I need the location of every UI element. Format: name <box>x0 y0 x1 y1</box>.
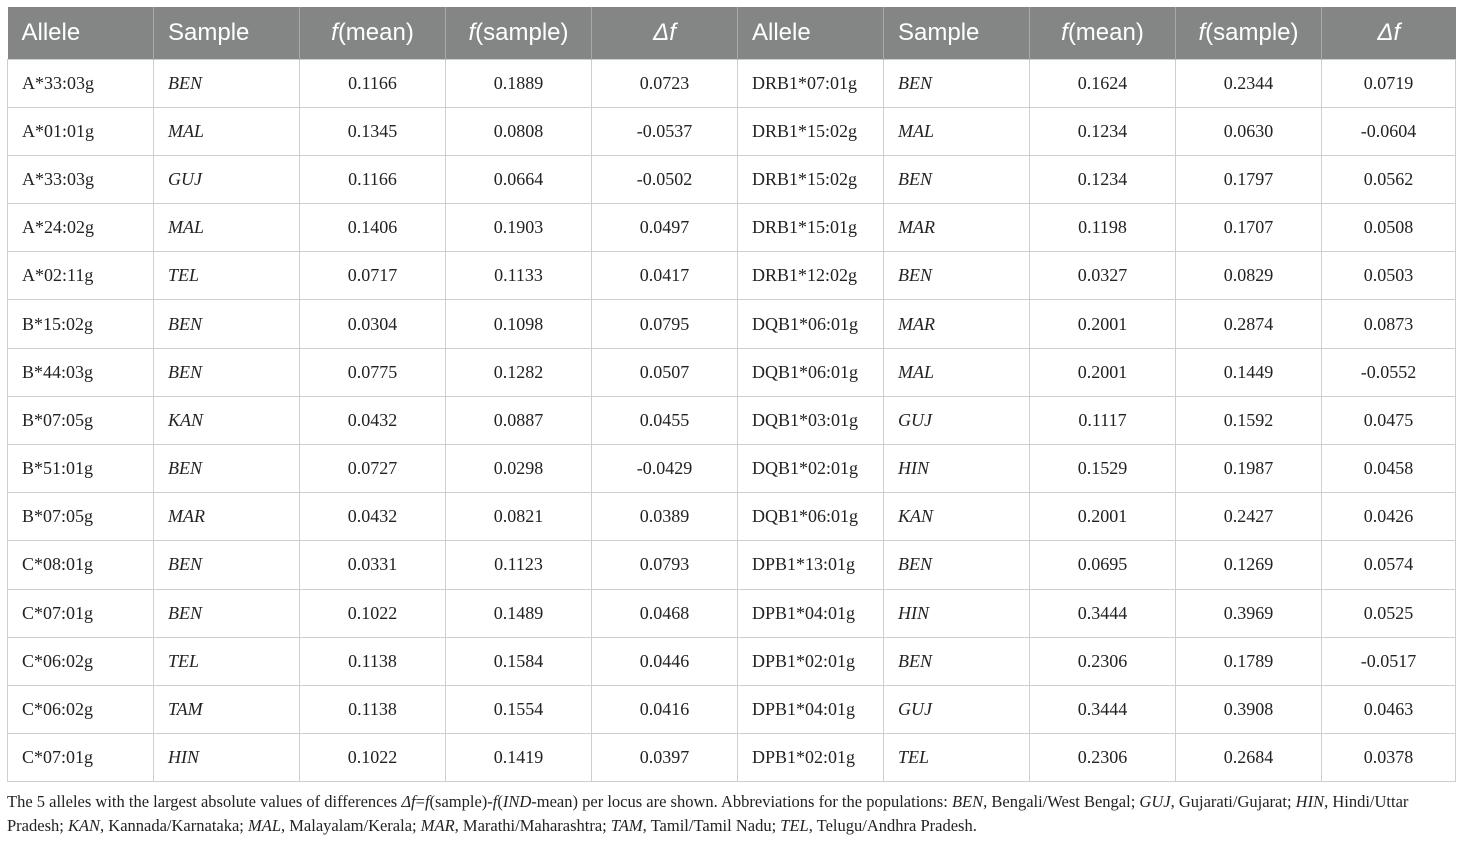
cell-sample-2: BEN <box>884 637 1030 685</box>
cell-f-mean-2: 0.1234 <box>1030 107 1176 155</box>
cell-allele: A*33:03g <box>8 59 154 107</box>
table-row <box>8 300 1456 348</box>
cell-delta-f: -0.0537 <box>592 107 738 155</box>
cell-allele-2: DPB1*13:01g <box>738 541 884 589</box>
cell-delta-f-2: 0.0574 <box>1322 541 1456 589</box>
cell-allele-2: DQB1*03:01g <box>738 396 884 444</box>
footnote-segment: BEN <box>951 792 984 811</box>
cell-sample: BEN <box>154 300 300 348</box>
cell-allele: B*51:01g <box>8 445 154 493</box>
cell-delta-f: 0.0497 <box>592 204 738 252</box>
footnote-segment: TEL <box>780 816 809 835</box>
table-row <box>8 396 1456 444</box>
cell-allele: C*06:02g <box>8 637 154 685</box>
cell-delta-f-2: 0.0562 <box>1322 155 1456 203</box>
cell-sample: BEN <box>154 445 300 493</box>
cell-sample: MAR <box>154 493 300 541</box>
header-f-sample: f(sample) <box>446 7 592 59</box>
footnote-segment: f <box>492 792 498 811</box>
cell-f-sample: 0.0821 <box>446 493 592 541</box>
cell-sample-2: MAR <box>884 300 1030 348</box>
cell-sample: BEN <box>154 589 300 637</box>
cell-allele-2: DPB1*02:01g <box>738 637 884 685</box>
cell-f-sample-2: 0.1789 <box>1176 637 1322 685</box>
cell-allele-2: DQB1*06:01g <box>738 348 884 396</box>
cell-f-sample: 0.1554 <box>446 685 592 733</box>
cell-delta-f: 0.0793 <box>592 541 738 589</box>
cell-f-mean: 0.1166 <box>300 59 446 107</box>
cell-f-sample-2: 0.1987 <box>1176 445 1322 493</box>
table-row <box>8 155 1456 203</box>
cell-f-mean: 0.0727 <box>300 445 446 493</box>
table-row <box>8 107 1456 155</box>
cell-f-sample: 0.0298 <box>446 445 592 493</box>
header-f-sample-2: f(sample) <box>1176 7 1322 59</box>
cell-delta-f: 0.0507 <box>592 348 738 396</box>
footnote-segment: The 5 alleles with the largest absolute values of differences <box>7 792 402 811</box>
cell-sample: MAL <box>154 107 300 155</box>
table-body <box>8 59 1456 782</box>
cell-f-mean: 0.0432 <box>300 396 446 444</box>
cell-f-sample-2: 0.0630 <box>1176 107 1322 155</box>
cell-f-mean-2: 0.1117 <box>1030 396 1176 444</box>
cell-allele-2: DRB1*15:01g <box>738 204 884 252</box>
cell-sample-2: KAN <box>884 493 1030 541</box>
cell-f-sample: 0.0808 <box>446 107 592 155</box>
cell-delta-f-2: 0.0525 <box>1322 589 1456 637</box>
cell-sample-2: BEN <box>884 252 1030 300</box>
cell-f-sample-2: 0.1797 <box>1176 155 1322 203</box>
header-f-mean-2: f(mean) <box>1030 7 1176 59</box>
cell-sample-2: BEN <box>884 155 1030 203</box>
cell-delta-f: -0.0429 <box>592 445 738 493</box>
table-row <box>8 493 1456 541</box>
table-header <box>8 7 1456 59</box>
footnote-segment: -mean) per locus are shown. Abbreviations for the populations: <box>531 792 952 811</box>
cell-f-mean: 0.1138 <box>300 637 446 685</box>
cell-f-mean: 0.0331 <box>300 541 446 589</box>
cell-f-sample: 0.1489 <box>446 589 592 637</box>
footnote-segment: , Marathi/Maharashtra; <box>454 816 611 835</box>
header-delta-f: Δf <box>592 7 738 59</box>
cell-allele-2: DQB1*02:01g <box>738 445 884 493</box>
cell-delta-f-2: 0.0719 <box>1322 59 1456 107</box>
cell-delta-f-2: -0.0604 <box>1322 107 1456 155</box>
cell-f-mean: 0.1022 <box>300 734 446 782</box>
cell-sample-2: BEN <box>884 59 1030 107</box>
cell-delta-f: 0.0416 <box>592 685 738 733</box>
cell-allele-2: DRB1*15:02g <box>738 155 884 203</box>
cell-f-mean-2: 0.1529 <box>1030 445 1176 493</box>
table-row <box>8 685 1456 733</box>
cell-f-sample: 0.1889 <box>446 59 592 107</box>
cell-delta-f: 0.0455 <box>592 396 738 444</box>
cell-f-mean-2: 0.2001 <box>1030 300 1176 348</box>
cell-sample-2: HIN <box>884 445 1030 493</box>
cell-sample: HIN <box>154 734 300 782</box>
cell-f-sample-2: 0.1707 <box>1176 204 1322 252</box>
cell-f-sample-2: 0.1449 <box>1176 348 1322 396</box>
table-row <box>8 734 1456 782</box>
allele-table-container <box>7 7 1453 782</box>
cell-f-mean: 0.1138 <box>300 685 446 733</box>
cell-sample-2: GUJ <box>884 396 1030 444</box>
cell-allele-2: DPB1*02:01g <box>738 734 884 782</box>
cell-delta-f: 0.0468 <box>592 589 738 637</box>
cell-f-mean-2: 0.0695 <box>1030 541 1176 589</box>
cell-sample-2: HIN <box>884 589 1030 637</box>
cell-sample: BEN <box>154 348 300 396</box>
cell-sample-2: MAR <box>884 204 1030 252</box>
cell-delta-f: 0.0389 <box>592 493 738 541</box>
cell-allele-2: DPB1*04:01g <box>738 685 884 733</box>
cell-sample-2: TEL <box>884 734 1030 782</box>
cell-delta-f-2: 0.0426 <box>1322 493 1456 541</box>
header-sample: Sample <box>154 7 300 59</box>
cell-f-sample: 0.1098 <box>446 300 592 348</box>
cell-allele: C*08:01g <box>8 541 154 589</box>
footnote-segment: , Hindi/Uttar Pradesh; <box>7 792 1409 835</box>
allele-frequency-table <box>7 7 1456 782</box>
cell-sample: TEL <box>154 252 300 300</box>
cell-sample: KAN <box>154 396 300 444</box>
cell-f-mean-2: 0.2306 <box>1030 734 1176 782</box>
cell-sample: BEN <box>154 59 300 107</box>
footnote-segment: Δf <box>401 792 416 811</box>
cell-f-mean: 0.1406 <box>300 204 446 252</box>
cell-f-sample-2: 0.1592 <box>1176 396 1322 444</box>
cell-delta-f-2: -0.0552 <box>1322 348 1456 396</box>
cell-f-sample-2: 0.1269 <box>1176 541 1322 589</box>
cell-sample: MAL <box>154 204 300 252</box>
cell-f-mean-2: 0.1198 <box>1030 204 1176 252</box>
cell-f-sample: 0.1123 <box>446 541 592 589</box>
cell-delta-f-2: 0.0873 <box>1322 300 1456 348</box>
table-row <box>8 541 1456 589</box>
cell-delta-f-2: 0.0458 <box>1322 445 1456 493</box>
cell-delta-f-2: 0.0503 <box>1322 252 1456 300</box>
cell-f-sample: 0.1419 <box>446 734 592 782</box>
cell-f-mean-2: 0.3444 <box>1030 685 1176 733</box>
footnote-segment: GUJ <box>1139 792 1171 811</box>
cell-f-mean: 0.0717 <box>300 252 446 300</box>
cell-allele: B*15:02g <box>8 300 154 348</box>
footnote-segment: , Telugu/Andhra Pradesh. <box>808 816 977 835</box>
footnote-segment: , Tamil/Tamil Nadu; <box>642 816 781 835</box>
table-row <box>8 204 1456 252</box>
cell-f-mean: 0.0432 <box>300 493 446 541</box>
cell-delta-f: 0.0417 <box>592 252 738 300</box>
cell-f-sample: 0.0887 <box>446 396 592 444</box>
footnote-segment: , Bengali/West Bengal; <box>983 792 1140 811</box>
cell-sample-2: BEN <box>884 541 1030 589</box>
footnote-segment: , Gujarati/Gujarat; <box>1170 792 1296 811</box>
cell-delta-f: 0.0397 <box>592 734 738 782</box>
header-sample-2: Sample <box>884 7 1030 59</box>
header-row <box>8 7 1456 59</box>
footnote-segment: HIN <box>1295 792 1325 811</box>
cell-f-sample: 0.0664 <box>446 155 592 203</box>
cell-f-sample-2: 0.2874 <box>1176 300 1322 348</box>
table-footnote <box>7 790 1457 838</box>
cell-allele: B*44:03g <box>8 348 154 396</box>
cell-f-mean: 0.0775 <box>300 348 446 396</box>
cell-allele-2: DRB1*15:02g <box>738 107 884 155</box>
cell-f-mean-2: 0.3444 <box>1030 589 1176 637</box>
cell-f-sample-2: 0.3908 <box>1176 685 1322 733</box>
cell-f-sample-2: 0.0829 <box>1176 252 1322 300</box>
cell-delta-f-2: -0.0517 <box>1322 637 1456 685</box>
footnote-segment: (sample)- <box>429 792 493 811</box>
cell-f-sample: 0.1282 <box>446 348 592 396</box>
table-row <box>8 59 1456 107</box>
table-row <box>8 348 1456 396</box>
cell-f-sample-2: 0.2684 <box>1176 734 1322 782</box>
table-row <box>8 445 1456 493</box>
cell-delta-f-2: 0.0463 <box>1322 685 1456 733</box>
table-row <box>8 589 1456 637</box>
cell-f-mean: 0.1166 <box>300 155 446 203</box>
footnote-segment: , Malayalam/Kerala; <box>281 816 421 835</box>
table-row <box>8 637 1456 685</box>
cell-allele: C*06:02g <box>8 685 154 733</box>
table-row <box>8 252 1456 300</box>
cell-f-sample-2: 0.2427 <box>1176 493 1322 541</box>
cell-allele: A*02:11g <box>8 252 154 300</box>
cell-delta-f-2: 0.0508 <box>1322 204 1456 252</box>
cell-allele-2: DRB1*12:02g <box>738 252 884 300</box>
cell-f-mean: 0.1022 <box>300 589 446 637</box>
cell-f-mean-2: 0.1234 <box>1030 155 1176 203</box>
cell-sample-2: GUJ <box>884 685 1030 733</box>
header-allele-2: Allele <box>738 7 884 59</box>
cell-allele-2: DRB1*07:01g <box>738 59 884 107</box>
cell-f-sample-2: 0.3969 <box>1176 589 1322 637</box>
cell-allele-2: DQB1*06:01g <box>738 493 884 541</box>
cell-sample-2: MAL <box>884 107 1030 155</box>
footnote-segment: KAN <box>67 816 101 835</box>
cell-delta-f: 0.0723 <box>592 59 738 107</box>
cell-f-sample: 0.1584 <box>446 637 592 685</box>
cell-allele: A*33:03g <box>8 155 154 203</box>
cell-f-sample-2: 0.2344 <box>1176 59 1322 107</box>
cell-f-mean-2: 0.2306 <box>1030 637 1176 685</box>
footnote-segment: MAL <box>248 816 282 835</box>
cell-f-sample: 0.1133 <box>446 252 592 300</box>
cell-sample: TEL <box>154 637 300 685</box>
cell-allele: A*01:01g <box>8 107 154 155</box>
cell-f-mean-2: 0.2001 <box>1030 348 1176 396</box>
header-delta-f-2: Δf <box>1377 18 1401 46</box>
cell-delta-f: 0.0795 <box>592 300 738 348</box>
footnote-segment: TAM <box>610 816 643 835</box>
header-allele: Allele <box>8 7 154 59</box>
footnote-segment: , Kannada/Karnataka; <box>100 816 249 835</box>
cell-sample: TAM <box>154 685 300 733</box>
header-f-mean: f(mean) <box>300 7 446 59</box>
cell-sample: GUJ <box>154 155 300 203</box>
cell-sample: BEN <box>154 541 300 589</box>
cell-f-mean-2: 0.0327 <box>1030 252 1176 300</box>
footnote-segment: f <box>424 792 430 811</box>
footnote-segment: = <box>415 792 425 811</box>
cell-f-mean: 0.0304 <box>300 300 446 348</box>
cell-allele: C*07:01g <box>8 734 154 782</box>
cell-allele-2: DQB1*06:01g <box>738 300 884 348</box>
cell-delta-f-2: 0.0378 <box>1322 734 1456 782</box>
cell-delta-f: -0.0502 <box>592 155 738 203</box>
footnote-segment: ( <box>497 792 503 811</box>
cell-f-mean-2: 0.2001 <box>1030 493 1176 541</box>
cell-f-sample: 0.1903 <box>446 204 592 252</box>
cell-delta-f-2: 0.0475 <box>1322 396 1456 444</box>
cell-allele: B*07:05g <box>8 493 154 541</box>
cell-allele: A*24:02g <box>8 204 154 252</box>
cell-allele: B*07:05g <box>8 396 154 444</box>
cell-delta-f: 0.0446 <box>592 637 738 685</box>
footnote-segment: MAR <box>420 816 455 835</box>
cell-sample-2: MAL <box>884 348 1030 396</box>
footnote-segment: IND <box>502 792 532 811</box>
cell-allele: C*07:01g <box>8 589 154 637</box>
cell-f-mean-2: 0.1624 <box>1030 59 1176 107</box>
cell-f-mean: 0.1345 <box>300 107 446 155</box>
cell-allele-2: DPB1*04:01g <box>738 589 884 637</box>
